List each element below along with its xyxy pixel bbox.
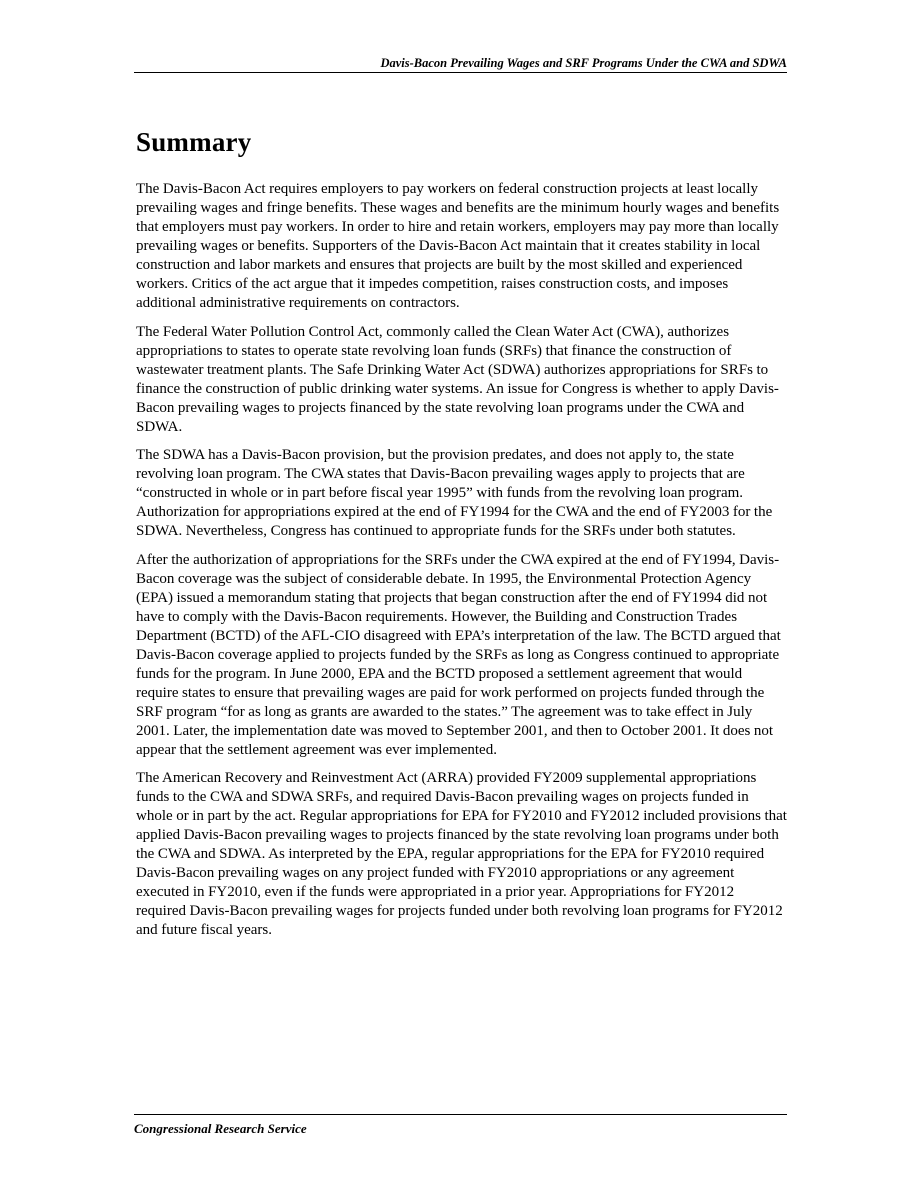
running-header-title: Davis-Bacon Prevailing Wages and SRF Programs Under the CWA and SDWA	[380, 56, 787, 70]
section-heading: Summary	[136, 127, 252, 157]
summary-paragraph-5: The American Recovery and Reinvestment Act (ARRA) provided FY2009 supplemental appropriations funds to the CWA and SDWA SRFs, and required Davis-Bacon prevailing wages on projects funded in whole or in part by the act. Regular appropriations for EPA for FY2010 and FY2012 included provisions that applied Davis-Bacon prevailing wages to projects financed by the state revolving loan programs under both the CWA and SDWA. As interpreted by the EPA, regular appropriations for the EPA for FY2010 required Davis-Bacon prevailing wages on any project funded with FY2010 appropriations or any agreement executed in FY2010, even if the funds were appropriated in a prior year. Appropriations for FY2012 required Davis-Bacon prevailing wages for projects funded under both revolving loan programs for FY2012 and future fiscal years.	[136, 770, 787, 938]
page-footer	[134, 1114, 787, 1137]
footer-publisher: Congressional Research Service	[134, 1121, 307, 1136]
running-header	[134, 55, 787, 73]
summary-paragraph-2: The Federal Water Pollution Control Act, commonly called the Clean Water Act (CWA), authorizes appropriations to states to operate state revolving loan funds (SRFs) that finance the construction of wastewater treatment plants. The Safe Drinking Water Act (SDWA) authorizes appropriations for SRFs to finance the construction of public drinking water systems. An issue for Congress is whether to apply Davis-Bacon prevailing wages to projects financed by the state revolving loan programs under the CWA and SDWA.	[136, 323, 779, 435]
summary-paragraph-3: The SDWA has a Davis-Bacon provision, but the provision predates, and does not apply to, the state revolving loan program. The CWA states that Davis-Bacon prevailing wages apply to projects that are “constructed in whole or in part before fiscal year 1995” with funds from the revolving loan program. Authorization for appropriations expired at the end of FY1994 for the CWA and the end of FY2003 for the SDWA. Nevertheless, Congress has continued to appropriate funds for the SRFs under both statutes.	[136, 447, 773, 539]
summary-paragraph-1: The Davis-Bacon Act requires employers to pay workers on federal construction projects at least locally prevailing wages and fringe benefits. These wages and benefits are the minimum hourly wages and benefits that employers must pay workers. In order to hire and retain workers, employers may pay more than locally prevailing wages or benefits. Supporters of the Davis-Bacon Act maintain that it creates stability in local construction and labor markets and ensures that projects are built by the most skilled and experienced workers. Critics of the act argue that it impedes competition, raises construction costs, and imposes additional administrative requirements on contractors.	[136, 181, 780, 311]
summary-paragraph-4: After the authorization of appropriations for the SRFs under the CWA expired at the end of FY1994, Davis-Bacon coverage was the subject of considerable debate. In 1995, the Environmental Protection Agency (EPA) issued a memorandum stating that projects that began construction after the end of FY1994 did not have to comply with the Davis-Bacon requirements. However, the Building and Construction Trades Department (BCTD) of the AFL-CIO disagreed with EPA’s interpretation of the law. The BCTD argued that Davis-Bacon coverage applied to projects funded by the SRFs as long as Congress continued to appropriate funds for the program. In June 2000, EPA and the BCTD proposed a settlement agreement that would require states to ensure that prevailing wages are paid for work performed on projects funded through the SRF program “for as long as grants are awarded to the states.” The agreement was to take effect in July 2001. Later, the implementation date was moved to September 2001, and then to October 2001. It does not appear that the settlement agreement was ever implemented.	[136, 551, 781, 758]
page-content	[136, 124, 787, 950]
